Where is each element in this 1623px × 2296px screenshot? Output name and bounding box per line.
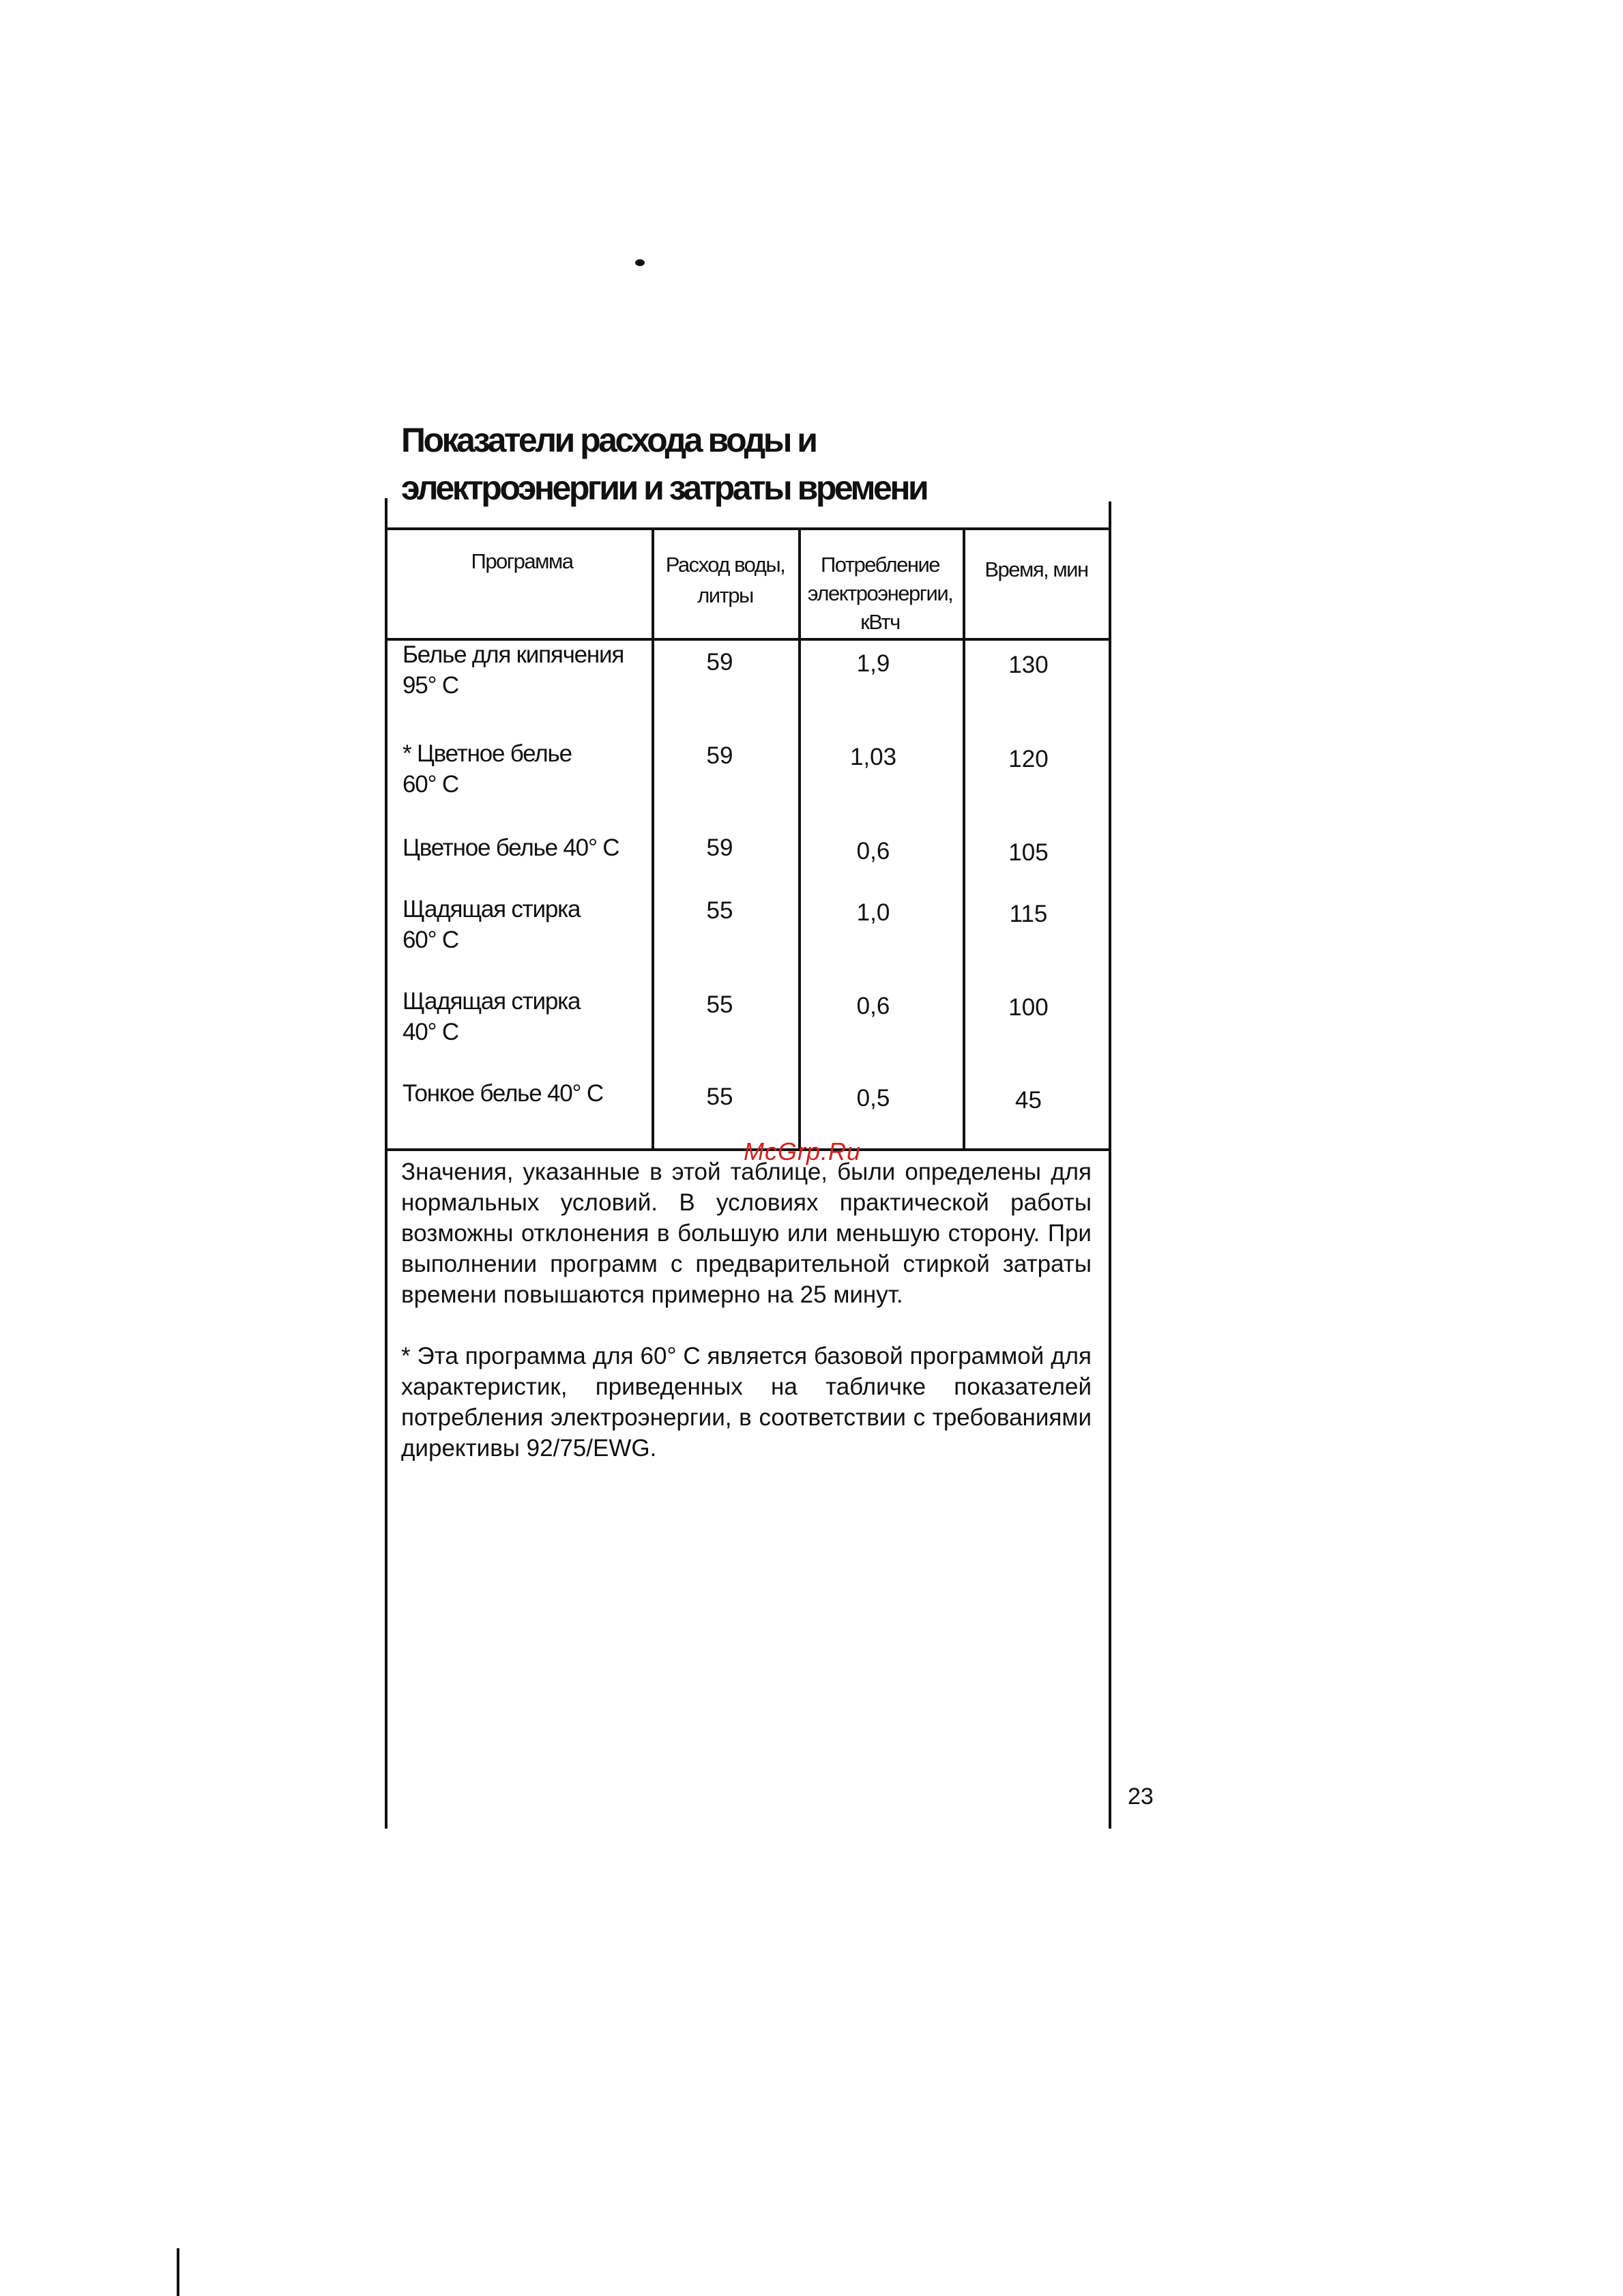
page-title	[401, 416, 1152, 512]
program-name-line1: Щадящая стирка	[403, 988, 581, 1015]
program-name-line2: 40° С	[403, 1019, 458, 1045]
title-line-2: электроэнергии и затраты времени	[401, 469, 927, 507]
energy-value: 1,03	[849, 744, 897, 770]
table-row-program	[403, 738, 655, 800]
stray-mark	[635, 259, 645, 266]
time-value: 120	[1008, 746, 1049, 772]
watermark: McGrp.Ru	[744, 1137, 862, 1165]
water-value: 59	[706, 834, 733, 861]
header-energy-line3: кВтч	[860, 610, 900, 634]
title-line-1: Показатели расхода воды и	[401, 421, 816, 459]
energy-value: 0,6	[856, 838, 890, 864]
header-time: Время, мин	[984, 557, 1088, 581]
table-right-border	[1109, 502, 1111, 1829]
program-name-line1: Цветное белье 40° С	[403, 834, 619, 861]
footnote-text: * Эта программа для 60° С является базовой программой для характеристик, приведенных на табличке показателей потребления электроэнергии, в соответствии с требованиями директивы 92/75/EWG.	[401, 1343, 1092, 1462]
energy-value: 0,6	[856, 993, 890, 1019]
table-row-program	[403, 832, 655, 863]
program-name-line1: * Цветное белье	[403, 740, 572, 767]
header-program: Программа	[471, 549, 573, 573]
program-name-line1: Щадящая стирка	[403, 896, 581, 922]
water-value: 55	[706, 897, 733, 924]
water-value: 55	[706, 1084, 733, 1110]
header-energy	[795, 551, 965, 637]
program-name-line1: Тонкое белье 40° С	[403, 1080, 603, 1107]
header-water	[654, 549, 797, 611]
table-top-border	[385, 527, 1111, 530]
program-name-line2: 60° С	[403, 771, 458, 798]
page-number: 23	[1128, 1784, 1154, 1810]
program-name-line2: 95° С	[403, 672, 458, 699]
time-value: 115	[1009, 901, 1048, 927]
time-value: 130	[1008, 652, 1049, 678]
energy-value: 0,5	[856, 1085, 890, 1111]
header-water-line2: литры	[697, 583, 753, 607]
water-value: 59	[706, 742, 733, 769]
header-water-line1: Расход воды,	[665, 553, 785, 577]
table-row-program	[403, 986, 655, 1047]
table-row-program	[403, 639, 655, 701]
time-value: 100	[1008, 994, 1049, 1021]
table-row-program	[403, 894, 655, 955]
time-value: 105	[1008, 839, 1049, 866]
energy-value: 1,0	[856, 899, 890, 926]
program-name-line1: Белье для кипячения	[403, 641, 624, 668]
notes-text: Значения, указанные в этой таблице, были определены для нормальных условий. В условиях практической работы возможны отклонения в большую или меньшую сторону. При выполнении программ с предварительной стиркой затраты времени повышаются примерно на 25 минут.	[401, 1159, 1092, 1308]
program-name-line2: 60° С	[403, 927, 458, 953]
margin-mark	[177, 2248, 179, 2296]
water-value: 55	[706, 991, 733, 1018]
notes-paragraph-1	[401, 1157, 1092, 1310]
table-left-border	[385, 498, 388, 1829]
header-energy-line2: электроэнергии,	[807, 581, 953, 605]
energy-value: 1,9	[856, 650, 890, 677]
time-value: 45	[1015, 1087, 1042, 1114]
header-energy-line1: Потребление	[820, 553, 940, 577]
table-row-program	[403, 1078, 655, 1109]
water-value: 59	[706, 649, 733, 675]
notes-paragraph-2	[401, 1341, 1092, 1464]
